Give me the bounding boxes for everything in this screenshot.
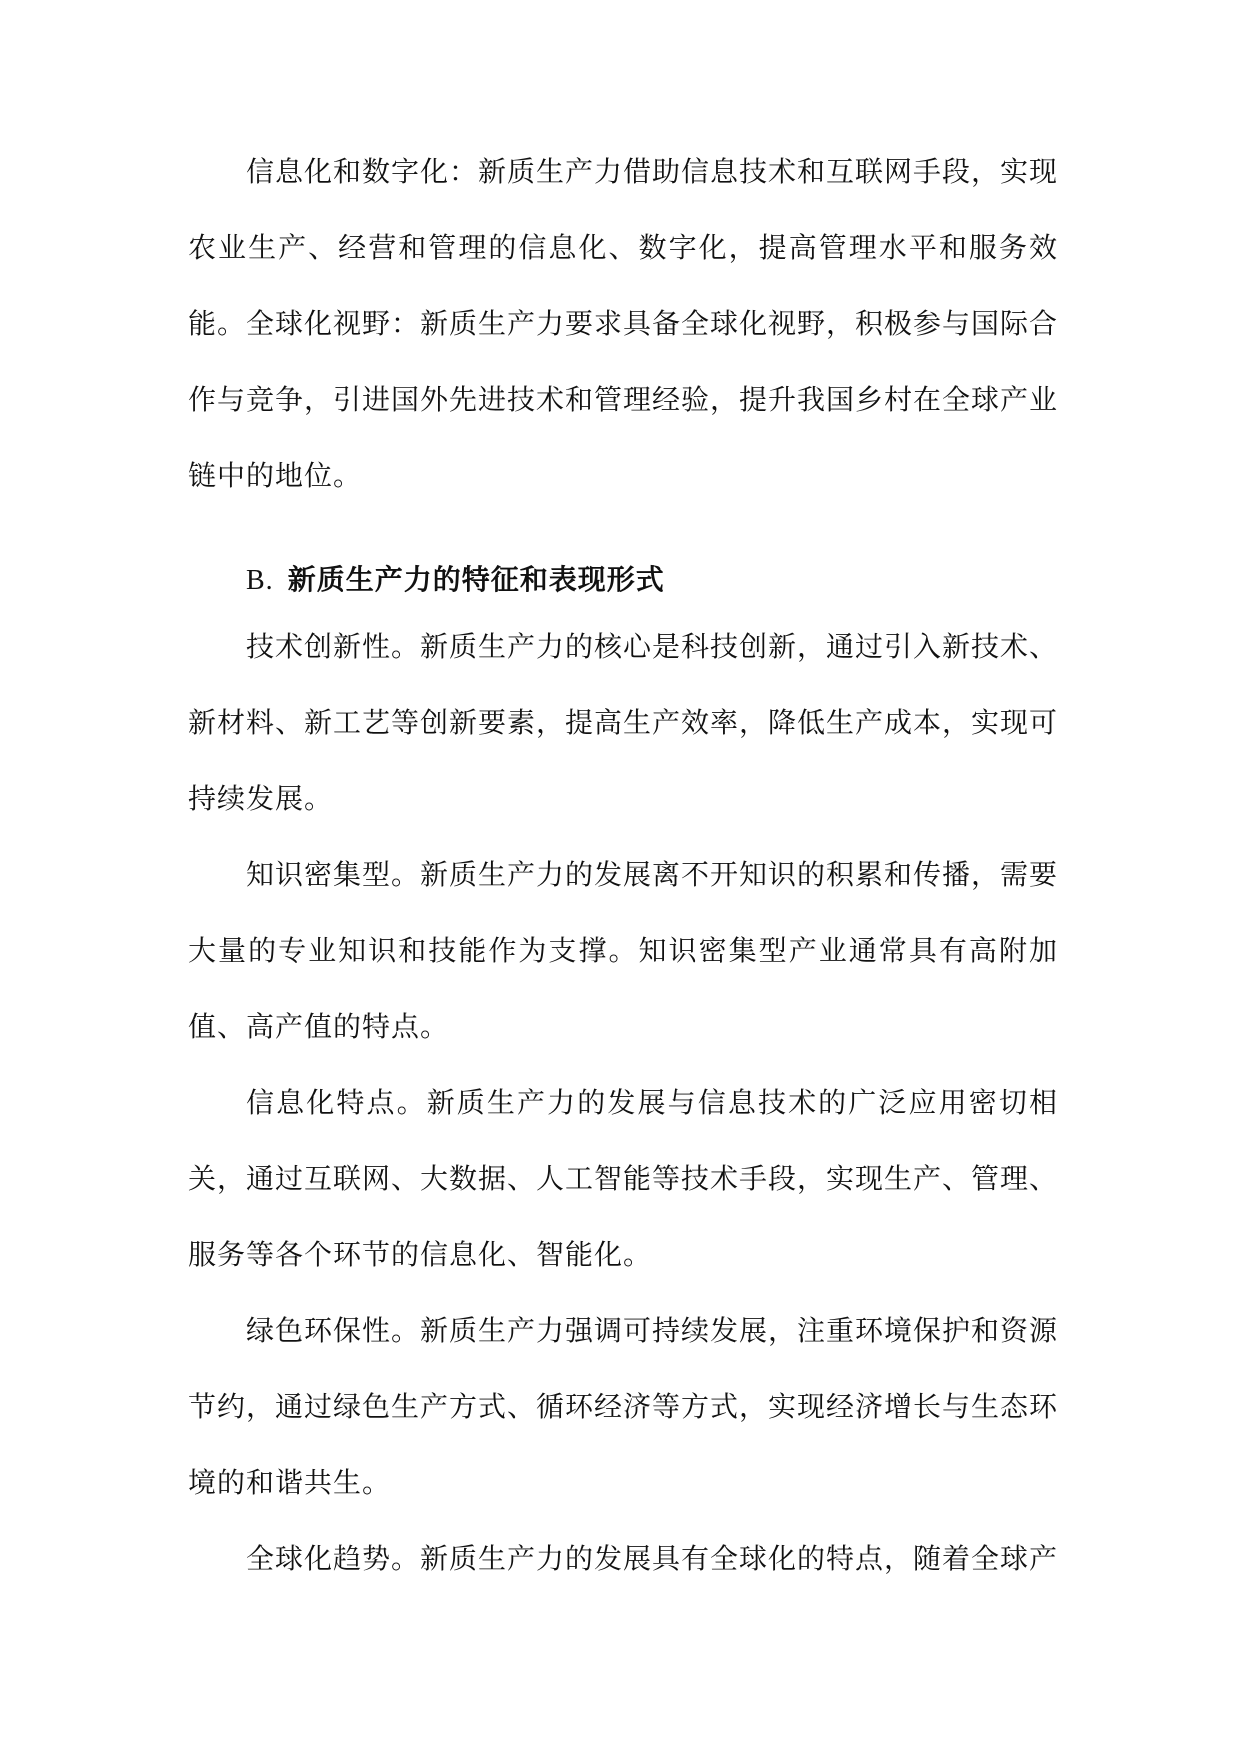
paragraph-green-environmental: 绿色环保性。新质生产力强调可持续发展，注重环境保护和资源节约，通过绿色生产方式、循环经济等方式，实现经济增长与生态环境的和谐共生。 (188, 1314, 1059, 1499)
paragraph-technical-innovation: 技术创新性。新质生产力的核心是科技创新，通过引入新技术、新材料、新工艺等创新要素，提高生产效率，降低生产成本，实现可持续发展。 (188, 630, 1059, 815)
section-heading (246, 556, 665, 605)
paragraph-knowledge-intensive: 知识密集型。新质生产力的发展离不开知识的积累和传播，需要大量的专业知识和技能作为支撑。知识密集型产业通常具有高附加值、高产值的特点。 (188, 858, 1059, 1043)
paragraph-information-features: 信息化特点。新质生产力的发展与信息技术的广泛应用密切相关，通过互联网、大数据、人工智能等技术手段，实现生产、管理、服务等各个环节的信息化、智能化。 (188, 1086, 1059, 1271)
section-heading-title: 新质生产力的特征和表现形式 (287, 563, 665, 596)
paragraph-informatization: 信息化和数字化：新质生产力借助信息技术和互联网手段，实现农业生产、经营和管理的信息化、数字化，提高管理水平和服务效能。 (188, 155, 1059, 340)
section-heading-prefix: B. (246, 565, 274, 596)
paragraph-globalization-trend: 全球化趋势。新质生产力的发展具有全球化的特点，随着全球产 (246, 1542, 1059, 1575)
paragraph-global-vision: 全球化视野：新质生产力要求具备全球化视野，积极参与国际合作与竞争，引进国外先进技术和管理经验，提升我国乡村在全球产业链中的地位。 (188, 307, 1059, 492)
